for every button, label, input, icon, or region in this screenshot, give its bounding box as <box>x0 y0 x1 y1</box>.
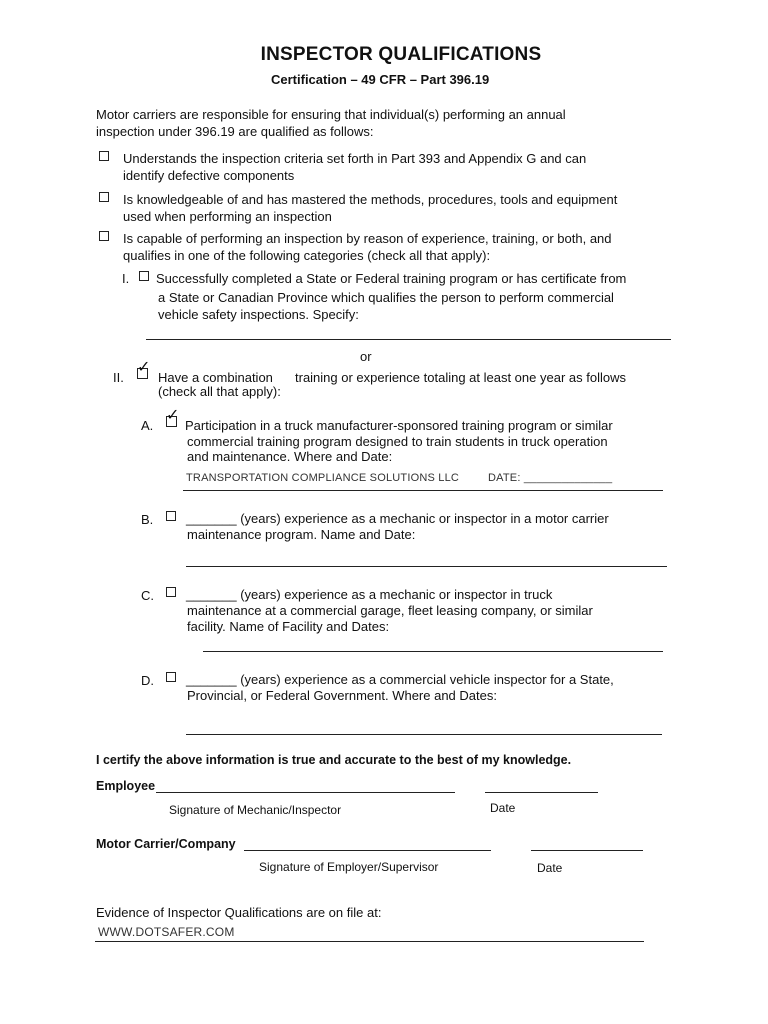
evidence-line[interactable] <box>95 941 644 942</box>
optD-label: D. <box>141 673 154 688</box>
item1-checkbox[interactable] <box>99 151 109 161</box>
page-title: INSPECTOR QUALIFICATIONS <box>260 44 542 65</box>
optD-answer-line[interactable] <box>186 734 662 735</box>
sub2-label: II. <box>113 370 124 385</box>
optC-line-1: _______ (years) experience as a mechanic or inspector in truck <box>186 587 553 602</box>
carrier-signature-caption: Signature of Employer/Supervisor <box>259 860 439 874</box>
carrier-label: Motor Carrier/Company <box>96 837 236 851</box>
optB-label: B. <box>141 512 154 527</box>
sub2-checkmark-icon: ✓ <box>137 359 151 376</box>
carrier-date-caption: Date <box>537 861 563 875</box>
sub2-line-1a: Have a combination <box>158 370 273 385</box>
optA-line-2: commercial training program designed to train students in truck operation <box>187 434 608 449</box>
sub1-checkbox[interactable] <box>139 271 149 281</box>
item2-line-1: Is knowledgeable of and has mastered the methods, procedures, tools and equipment <box>123 192 618 207</box>
employee-label: Employee <box>96 779 156 793</box>
page-subtitle: Certification – 49 CFR – Part 396.19 <box>271 72 490 87</box>
optC-answer-line[interactable] <box>203 651 663 652</box>
evidence-value: WWW.DOTSAFER.COM <box>98 925 235 939</box>
employee-signature-line[interactable] <box>156 792 455 793</box>
carrier-date-line[interactable] <box>531 850 643 851</box>
employee-date-caption: Date <box>490 801 516 815</box>
optB-line-1: _______ (years) experience as a mechanic or inspector in a motor carrier <box>186 511 609 526</box>
optB-line-2: maintenance program. Name and Date: <box>187 527 416 542</box>
optD-line-2: Provincial, or Federal Government. Where and Dates: <box>187 688 497 703</box>
intro-line-2: inspection under 396.19 are qualified as follows: <box>96 124 374 139</box>
sub1-line-3: vehicle safety inspections. Specify: <box>158 307 359 322</box>
sub1-line-2: a State or Canadian Province which qualifies the person to perform commercial <box>158 290 614 305</box>
optA-answer-line[interactable] <box>183 490 663 491</box>
certify-statement: I certify the above information is true and accurate to the best of my knowledge. <box>96 753 572 767</box>
optA-filled-name: TRANSPORTATION COMPLIANCE SOLUTIONS LLC <box>186 472 460 484</box>
optC-checkbox[interactable] <box>166 587 176 597</box>
sub1-line-1: Successfully completed a State or Federal training program or has certificate from <box>156 271 627 286</box>
or-separator: or <box>360 349 372 364</box>
carrier-signature-line[interactable] <box>244 850 491 851</box>
optB-answer-line[interactable] <box>186 566 667 567</box>
item3-line-1: Is capable of performing an inspection by reason of experience, training, or both, and <box>123 231 612 246</box>
evidence-label: Evidence of Inspector Qualifications are on file at: <box>96 905 382 920</box>
optC-label: C. <box>141 588 154 603</box>
optD-checkbox[interactable] <box>166 672 176 682</box>
item3-line-2: qualifies in one of the following categories (check all that apply): <box>123 248 491 263</box>
item1-line-1: Understands the inspection criteria set forth in Part 393 and Appendix G and can <box>123 151 587 166</box>
sub2-line-1b: training or experience totaling at least one year as follows <box>295 370 626 385</box>
optC-line-3: facility. Name of Facility and Dates: <box>187 619 390 634</box>
optA-filled-date: DATE: ______________ <box>488 472 613 484</box>
employee-signature-caption: Signature of Mechanic/Inspector <box>169 803 342 817</box>
item2-line-2: used when performing an inspection <box>123 209 332 224</box>
item1-line-2: identify defective components <box>123 168 295 183</box>
optA-line-3: and maintenance. Where and Date: <box>187 449 393 464</box>
optD-line-1: _______ (years) experience as a commercial vehicle inspector for a State, <box>186 672 614 687</box>
optC-line-2: maintenance at a commercial garage, fleet leasing company, or similar <box>187 603 593 618</box>
optB-checkbox[interactable] <box>166 511 176 521</box>
optA-line-1: Participation in a truck manufacturer-sponsored training program or similar <box>185 418 613 433</box>
item2-checkbox[interactable] <box>99 192 109 202</box>
intro-line-1: Motor carriers are responsible for ensuring that individual(s) performing an annual <box>96 107 566 122</box>
optA-checkmark-icon: ✓ <box>166 407 180 424</box>
sub2-line-2: (check all that apply): <box>158 384 281 399</box>
employee-date-line[interactable] <box>485 792 598 793</box>
sub1-specify-line[interactable] <box>146 339 671 340</box>
optA-label: A. <box>141 418 154 433</box>
sub1-label: I. <box>122 271 130 286</box>
item3-checkbox[interactable] <box>99 231 109 241</box>
